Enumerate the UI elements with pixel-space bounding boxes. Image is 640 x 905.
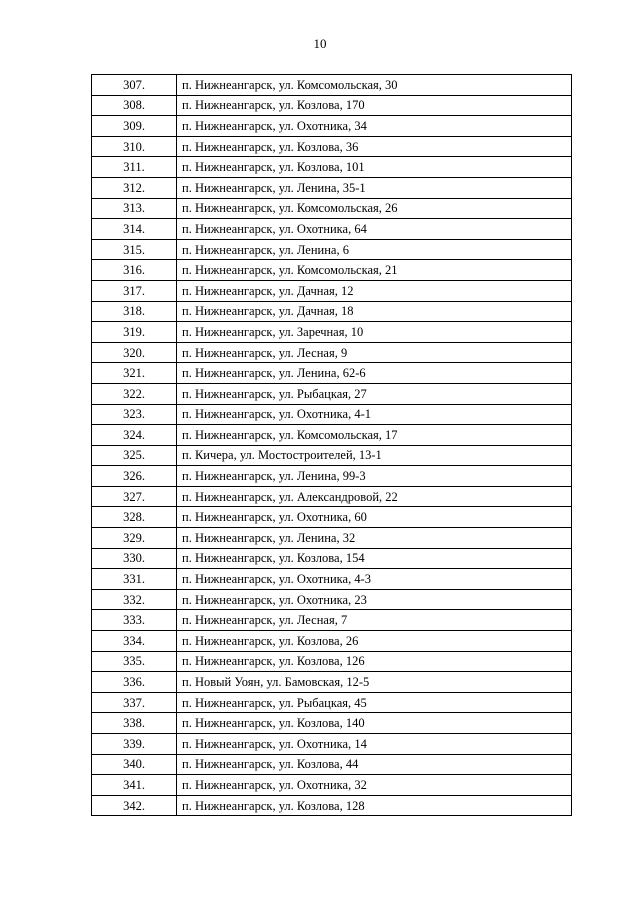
address-cell: п. Нижнеангарск, ул. Комсомольская, 30 bbox=[177, 75, 572, 96]
row-number-cell: 331. bbox=[92, 569, 177, 590]
row-number-cell: 315. bbox=[92, 239, 177, 260]
table-row bbox=[92, 610, 572, 631]
address-table bbox=[91, 74, 572, 816]
address-cell: п. Нижнеангарск, ул. Ленина, 6 bbox=[177, 239, 572, 260]
row-number-cell: 314. bbox=[92, 219, 177, 240]
row-number-cell: 307. bbox=[92, 75, 177, 96]
table-row bbox=[92, 239, 572, 260]
table-row bbox=[92, 219, 572, 240]
row-number-cell: 339. bbox=[92, 734, 177, 755]
table-row bbox=[92, 775, 572, 796]
address-cell: п. Нижнеангарск, ул. Ленина, 62-6 bbox=[177, 363, 572, 384]
address-cell: п. Нижнеангарск, ул. Дачная, 12 bbox=[177, 280, 572, 301]
address-cell: п. Нижнеангарск, ул. Комсомольская, 17 bbox=[177, 425, 572, 446]
row-number-cell: 329. bbox=[92, 528, 177, 549]
address-cell: п. Нижнеангарск, ул. Козлова, 128 bbox=[177, 795, 572, 816]
table-row bbox=[92, 445, 572, 466]
table-row bbox=[92, 363, 572, 384]
row-number-cell: 327. bbox=[92, 486, 177, 507]
address-cell: п. Нижнеангарск, ул. Дачная, 18 bbox=[177, 301, 572, 322]
row-number-cell: 319. bbox=[92, 322, 177, 343]
address-cell: п. Нижнеангарск, ул. Козлова, 154 bbox=[177, 548, 572, 569]
row-number-cell: 323. bbox=[92, 404, 177, 425]
table-row bbox=[92, 672, 572, 693]
table-row bbox=[92, 116, 572, 137]
table-row bbox=[92, 342, 572, 363]
row-number-cell: 333. bbox=[92, 610, 177, 631]
row-number-cell: 332. bbox=[92, 589, 177, 610]
address-cell: п. Нижнеангарск, ул. Лесная, 7 bbox=[177, 610, 572, 631]
table-row bbox=[92, 507, 572, 528]
address-cell: п. Нижнеангарск, ул. Охотника, 32 bbox=[177, 775, 572, 796]
address-cell: п. Новый Уоян, ул. Бамовская, 12-5 bbox=[177, 672, 572, 693]
table-body bbox=[92, 75, 572, 816]
table-row bbox=[92, 548, 572, 569]
row-number-cell: 309. bbox=[92, 116, 177, 137]
address-cell: п. Нижнеангарск, ул. Охотника, 4-1 bbox=[177, 404, 572, 425]
row-number-cell: 336. bbox=[92, 672, 177, 693]
row-number-cell: 330. bbox=[92, 548, 177, 569]
table-row bbox=[92, 734, 572, 755]
row-number-cell: 320. bbox=[92, 342, 177, 363]
address-cell: п. Нижнеангарск, ул. Лесная, 9 bbox=[177, 342, 572, 363]
page-number: 10 bbox=[313, 36, 327, 51]
table-row bbox=[92, 569, 572, 590]
table-row bbox=[92, 177, 572, 198]
table-row bbox=[92, 631, 572, 652]
row-number-cell: 337. bbox=[92, 692, 177, 713]
table-row bbox=[92, 589, 572, 610]
table-row bbox=[92, 795, 572, 816]
row-number-cell: 338. bbox=[92, 713, 177, 734]
row-number-cell: 328. bbox=[92, 507, 177, 528]
row-number-cell: 325. bbox=[92, 445, 177, 466]
table-row bbox=[92, 383, 572, 404]
row-number-cell: 335. bbox=[92, 651, 177, 672]
table-row bbox=[92, 322, 572, 343]
row-number-cell: 318. bbox=[92, 301, 177, 322]
table-row bbox=[92, 198, 572, 219]
row-number-cell: 322. bbox=[92, 383, 177, 404]
row-number-cell: 340. bbox=[92, 754, 177, 775]
table-row bbox=[92, 157, 572, 178]
row-number-cell: 310. bbox=[92, 136, 177, 157]
table-row bbox=[92, 713, 572, 734]
table-row bbox=[92, 754, 572, 775]
row-number-cell: 334. bbox=[92, 631, 177, 652]
table-row bbox=[92, 425, 572, 446]
row-number-cell: 312. bbox=[92, 177, 177, 198]
row-number-cell: 326. bbox=[92, 466, 177, 487]
row-number-cell: 341. bbox=[92, 775, 177, 796]
table-row bbox=[92, 95, 572, 116]
row-number-cell: 316. bbox=[92, 260, 177, 281]
table-row bbox=[92, 136, 572, 157]
row-number-cell: 324. bbox=[92, 425, 177, 446]
address-cell: п. Нижнеангарск, ул. Ленина, 99-3 bbox=[177, 466, 572, 487]
table-row bbox=[92, 486, 572, 507]
address-cell: п. Нижнеангарск, ул. Охотника, 60 bbox=[177, 507, 572, 528]
address-cell: п. Нижнеангарск, ул. Ленина, 35-1 bbox=[177, 177, 572, 198]
table-row bbox=[92, 466, 572, 487]
address-cell: п. Нижнеангарск, ул. Охотника, 34 bbox=[177, 116, 572, 137]
address-cell: п. Нижнеангарск, ул. Рыбацкая, 45 bbox=[177, 692, 572, 713]
table-row bbox=[92, 301, 572, 322]
table-row bbox=[92, 280, 572, 301]
address-cell: п. Нижнеангарск, ул. Козлова, 140 bbox=[177, 713, 572, 734]
address-cell: п. Нижнеангарск, ул. Ленина, 32 bbox=[177, 528, 572, 549]
table-row bbox=[92, 692, 572, 713]
address-cell: п. Нижнеангарск, ул. Козлова, 126 bbox=[177, 651, 572, 672]
address-cell: п. Нижнеангарск, ул. Козлова, 44 bbox=[177, 754, 572, 775]
row-number-cell: 317. bbox=[92, 280, 177, 301]
address-cell: п. Нижнеангарск, ул. Комсомольская, 21 bbox=[177, 260, 572, 281]
address-cell: п. Нижнеангарск, ул. Козлова, 101 bbox=[177, 157, 572, 178]
table-row bbox=[92, 75, 572, 96]
table-row bbox=[92, 528, 572, 549]
address-cell: п. Нижнеангарск, ул. Охотника, 23 bbox=[177, 589, 572, 610]
row-number-cell: 313. bbox=[92, 198, 177, 219]
row-number-cell: 311. bbox=[92, 157, 177, 178]
address-cell: п. Нижнеангарск, ул. Комсомольская, 26 bbox=[177, 198, 572, 219]
address-cell: п. Нижнеангарск, ул. Козлова, 36 bbox=[177, 136, 572, 157]
address-cell: п. Нижнеангарск, ул. Козлова, 170 bbox=[177, 95, 572, 116]
address-cell: п. Нижнеангарск, ул. Охотника, 64 bbox=[177, 219, 572, 240]
address-cell: п. Кичера, ул. Мостостроителей, 13-1 bbox=[177, 445, 572, 466]
row-number-cell: 342. bbox=[92, 795, 177, 816]
row-number-cell: 321. bbox=[92, 363, 177, 384]
address-cell: п. Нижнеангарск, ул. Охотника, 4-3 bbox=[177, 569, 572, 590]
address-cell: п. Нижнеангарск, ул. Охотника, 14 bbox=[177, 734, 572, 755]
row-number-cell: 308. bbox=[92, 95, 177, 116]
address-cell: п. Нижнеангарск, ул. Заречная, 10 bbox=[177, 322, 572, 343]
table-row bbox=[92, 260, 572, 281]
table-row bbox=[92, 651, 572, 672]
address-cell: п. Нижнеангарск, ул. Козлова, 26 bbox=[177, 631, 572, 652]
address-cell: п. Нижнеангарск, ул. Рыбацкая, 27 bbox=[177, 383, 572, 404]
address-cell: п. Нижнеангарск, ул. Александровой, 22 bbox=[177, 486, 572, 507]
table-row bbox=[92, 404, 572, 425]
